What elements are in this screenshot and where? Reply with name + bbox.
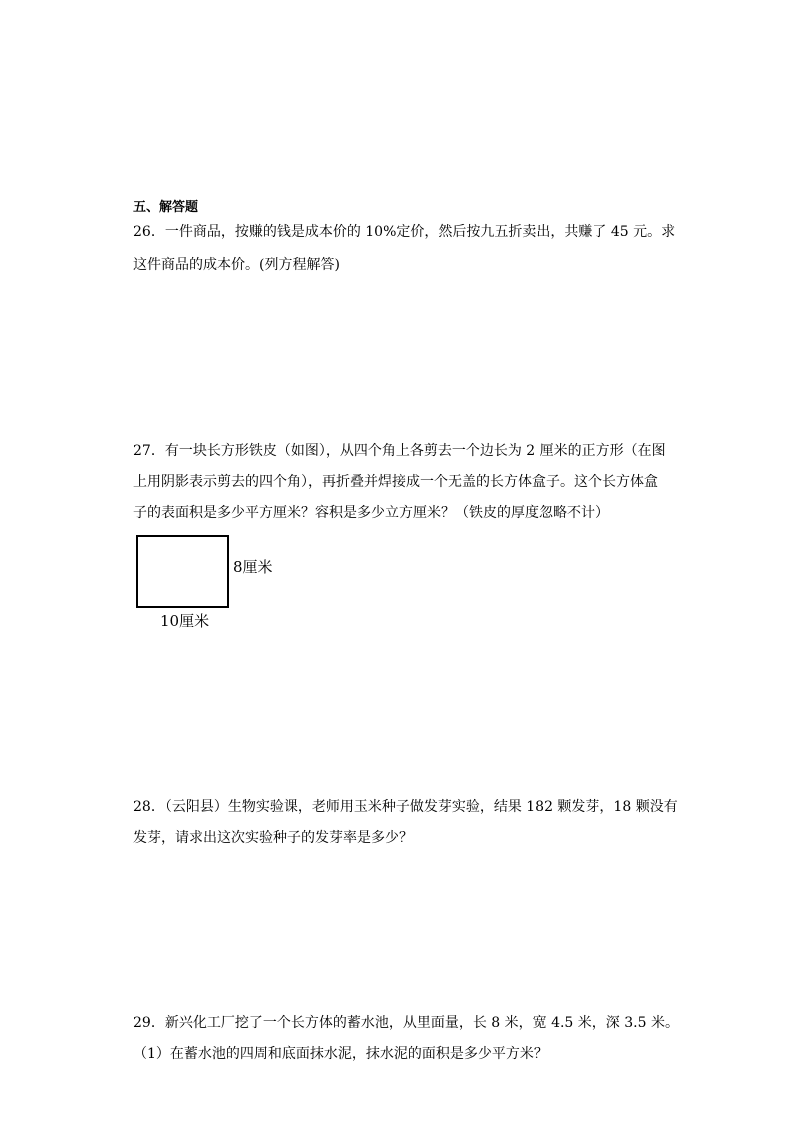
question-26-line-2: 这件商品的成本价。(列方程解答): [133, 257, 340, 273]
question-29-line-1: 29．新兴化工厂挖了一个长方体的蓄水池，从里面量，长 8 米，宽 4.5 米，深 3.5 米。: [133, 1015, 679, 1031]
question-26-line-1: 26．一件商品，按赚的钱是成本价的 10%定价，然后按九五折卖出，共赚了 45 元。求: [133, 224, 676, 240]
question-27-line-2: 上用阴影表示剪去的四个角），再折叠并焊接成一个无盖的长方体盒子。这个长方体盒: [133, 474, 658, 490]
rectangle-figure: [136, 535, 229, 608]
question-29-subquestion-1: （1）在蓄水池的四周和底面抹水泥，抹水泥的面积是多少平方米？: [133, 1046, 548, 1062]
section-heading: 五、解答题: [133, 200, 199, 215]
figure-width-label: 10厘米: [160, 612, 210, 630]
question-28-line-2: 发芽，请求出这次实验种子的发芽率是多少？: [133, 830, 413, 846]
figure-height-label: 8厘米: [233, 558, 273, 576]
question-27-line-1: 27．有一块长方形铁皮（如图），从四个角上各剪去一个边长为 2 厘米的正方形（在图: [133, 443, 666, 459]
question-28-line-1: 28．（云阳县）生物实验课，老师用玉米种子做发芽实验，结果 182 颗发芽，18 颗没有: [133, 799, 678, 815]
question-27-line-3: 子的表面积是多少平方厘米？容积是多少立方厘米？（铁皮的厚度忽略不计）: [133, 505, 609, 521]
